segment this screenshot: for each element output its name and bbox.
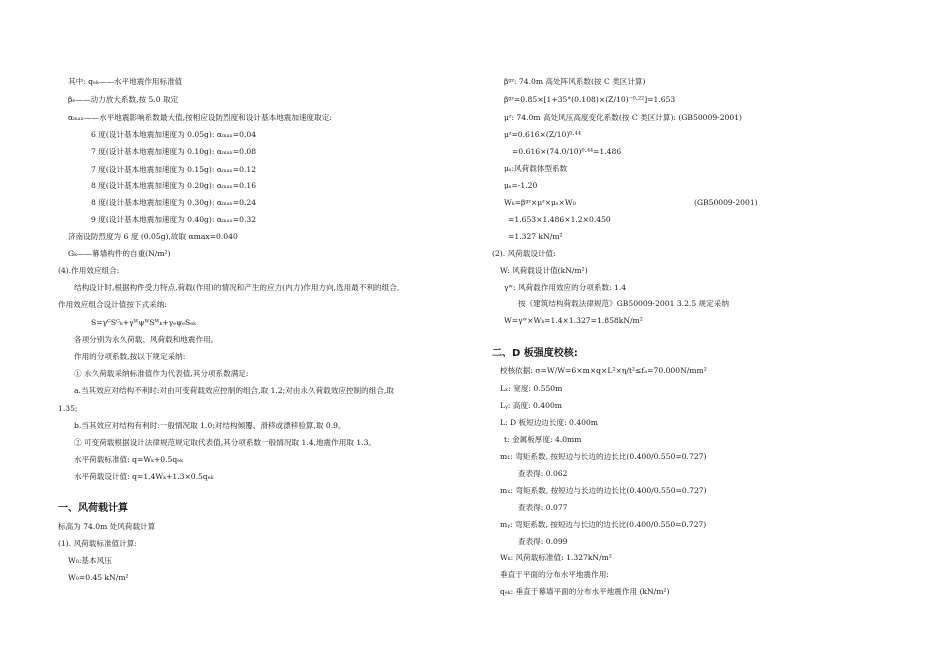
text-line: Gₖ——幕墙构件的自重(N/m²) bbox=[68, 249, 171, 258]
formula-line: W=γʷ×Wₖ=1.4×1.327=1.858kN/m² bbox=[504, 316, 643, 325]
formula-line: βᵍᶻ=0.85×[1+35°(0.108)×(Z/10)⁻⁰·²²]=1.653 bbox=[504, 95, 676, 104]
text-line: W₀=0.45 kN/m² bbox=[68, 573, 129, 582]
text-line: 按《建筑结构荷载法律规范》GB50009-2001 3.2.5 规定采纳 bbox=[518, 299, 729, 308]
text-line: 查表得: 0.062 bbox=[518, 469, 568, 478]
text-line: 作用效应组合设计值按下式采纳: bbox=[58, 300, 167, 309]
formula-line: =0.616×(74.0/10)⁰·⁴⁴=1.486 bbox=[512, 147, 622, 156]
text-line: t: 金属板厚度: 4.0mm bbox=[504, 435, 582, 444]
text-line: b.当其效应对结构有利时:一般情况取 1.0;对结构倾覆、滑移或漂移验算,取 0.9。 bbox=[74, 421, 346, 430]
standard-reference: (GB50009-2001) bbox=[694, 198, 758, 207]
text-line: 查表得: 0.099 bbox=[518, 537, 568, 546]
text-line: ① 永久荷载采纳标准值作为代表值,其分项系数满足: bbox=[74, 369, 249, 378]
text-line: 7 度(设计基本地震加速度为 0.10g): αₘₐₓ=0.08 bbox=[91, 147, 257, 156]
text-line: αₘₐₓ——水平地震影响系数最大值,按相应设防烈度和设计基本地震加速度取定: bbox=[68, 113, 332, 122]
text-line: γʷ: 风荷载作用效应的分项系数: 1.4 bbox=[504, 283, 627, 292]
text-line: qₑₖ: 垂直于幕墙平面的分布水平地震作用 (kN/m²) bbox=[500, 587, 670, 596]
text-line: (1). 风荷载标准值计算: bbox=[58, 539, 137, 548]
text-line: Lᵧ: 高度: 0.400m bbox=[500, 401, 562, 410]
text-line: μₛ:风荷载体型系数 bbox=[504, 164, 568, 173]
text-line: 9 度(设计基本地震加速度为 0.40g): αₘₐₓ=0.32 bbox=[91, 215, 257, 224]
formula-line: =1.327 kN/m² bbox=[508, 232, 563, 241]
text-line: 查表得: 0.077 bbox=[518, 503, 568, 512]
text-line: Lₓ: 宽度: 0.550m bbox=[500, 384, 563, 393]
text-line: m₁: 弯矩系数, 按短边与长边的边长比(0.400/0.550=0.727) bbox=[500, 452, 707, 461]
text-line: βᵍᶻ: 74.0m 高处阵风系数(按 C 类区计算) bbox=[504, 77, 646, 86]
text-line: 7 度(设计基本地震加速度为 0.15g): αₘₐₓ=0.12 bbox=[91, 165, 257, 174]
text-line: W₀:基本风压 bbox=[68, 556, 112, 565]
text-line: mᵧ: 弯矩系数, 按短边与长边的边长比(0.400/0.550=0.727) bbox=[500, 520, 707, 529]
text-line: 其中: qₑₖ——水平地震作用标准值 bbox=[68, 77, 183, 86]
formula-line: Wₖ=βᵍᶻ×μᶻ×μₛ×W₀ bbox=[504, 198, 576, 207]
formula-line: μₛ=-1.20 bbox=[504, 181, 538, 190]
text-line: mₓ: 弯矩系数, 按短边与长边的边长比(0.400/0.550=0.727) bbox=[500, 486, 707, 495]
text-line: 8 度(设计基本地震加速度为 0.30g): αₘₐₓ=0.24 bbox=[91, 198, 257, 207]
formula-line: =1.653×1.486×1.2×0.450 bbox=[508, 215, 611, 224]
text-line: 各项分别为永久荷载、风荷载和地震作用。 bbox=[74, 335, 219, 344]
text-line: 垂直于平面的分布水平地震作用: bbox=[500, 570, 609, 579]
text-line: ② 可变荷载根据设计法律规范规定取代表值,其分项系数一般情况取 1.4,地震作用取 1.3。 bbox=[74, 438, 376, 447]
text-line: 8 度(设计基本地震加速度为 0.20g): αₘₐₓ=0.16 bbox=[91, 181, 257, 190]
formula-line: S=γᴳSᴳₖ+γᵂψᵂSᵂₖ+γₑψₑSₑₖ bbox=[91, 318, 196, 327]
text-line: L: D 板短边边长度: 0.400m bbox=[500, 418, 598, 427]
text-line: W: 风荷载设计值(kN/m²) bbox=[500, 266, 588, 275]
text-line: a.当其效应对结构不利时:对由可变荷载效应控制的组合,取 1.2;对由永久荷载效应控制的组合,取 bbox=[74, 386, 394, 395]
text-line: 济南设防烈度为 6 度 (0.05g),故取 αmax=0.040 bbox=[68, 232, 238, 241]
text-line: 水平荷载标准值: q=Wₖ+0.5qₑₖ bbox=[74, 455, 183, 464]
text-line: (2). 风荷载设计值: bbox=[492, 249, 556, 258]
text-line: 标高为 74.0m 处风荷载计算 bbox=[58, 522, 156, 531]
formula-line: 校核依据: σ=W/W=6×m×q×L²×η/t²≤fₐ=70.000N/mm² bbox=[500, 366, 707, 375]
section-heading: 一、风荷载计算 bbox=[58, 503, 128, 514]
section-heading: 二、D 板强度校核: bbox=[492, 348, 578, 359]
text-line: βₑ——动力放大系数,按 5.0 取定 bbox=[68, 95, 179, 104]
text-line: μᶻ: 74.0m 高处风压高度变化系数(按 C 类区计算): (GB50009-2001) bbox=[504, 113, 742, 122]
text-line: (4).作用效应组合: bbox=[58, 266, 120, 275]
text-line: 作用的分项系数,按以下规定采纳: bbox=[74, 352, 186, 361]
text-line: 1.35; bbox=[58, 404, 78, 413]
formula-line: μᶻ=0.616×(Z/10)⁰·⁴⁴ bbox=[504, 130, 581, 139]
text-line: Wₖ: 风荷载标准值: 1.327kN/m² bbox=[500, 553, 612, 562]
text-line: 水平荷载设计值: q=1.4Wₖ+1.3×0.5qₑₖ bbox=[74, 472, 214, 481]
text-line: 结构设计时,根据构件受力特点,荷载(作用)的情况和产生的应力(内力)作用方向,选用最不利的组合, bbox=[74, 283, 400, 292]
text-line: 6 度(设计基本地震加速度为 0.05g): αₘₐₓ=0.04 bbox=[91, 130, 257, 139]
